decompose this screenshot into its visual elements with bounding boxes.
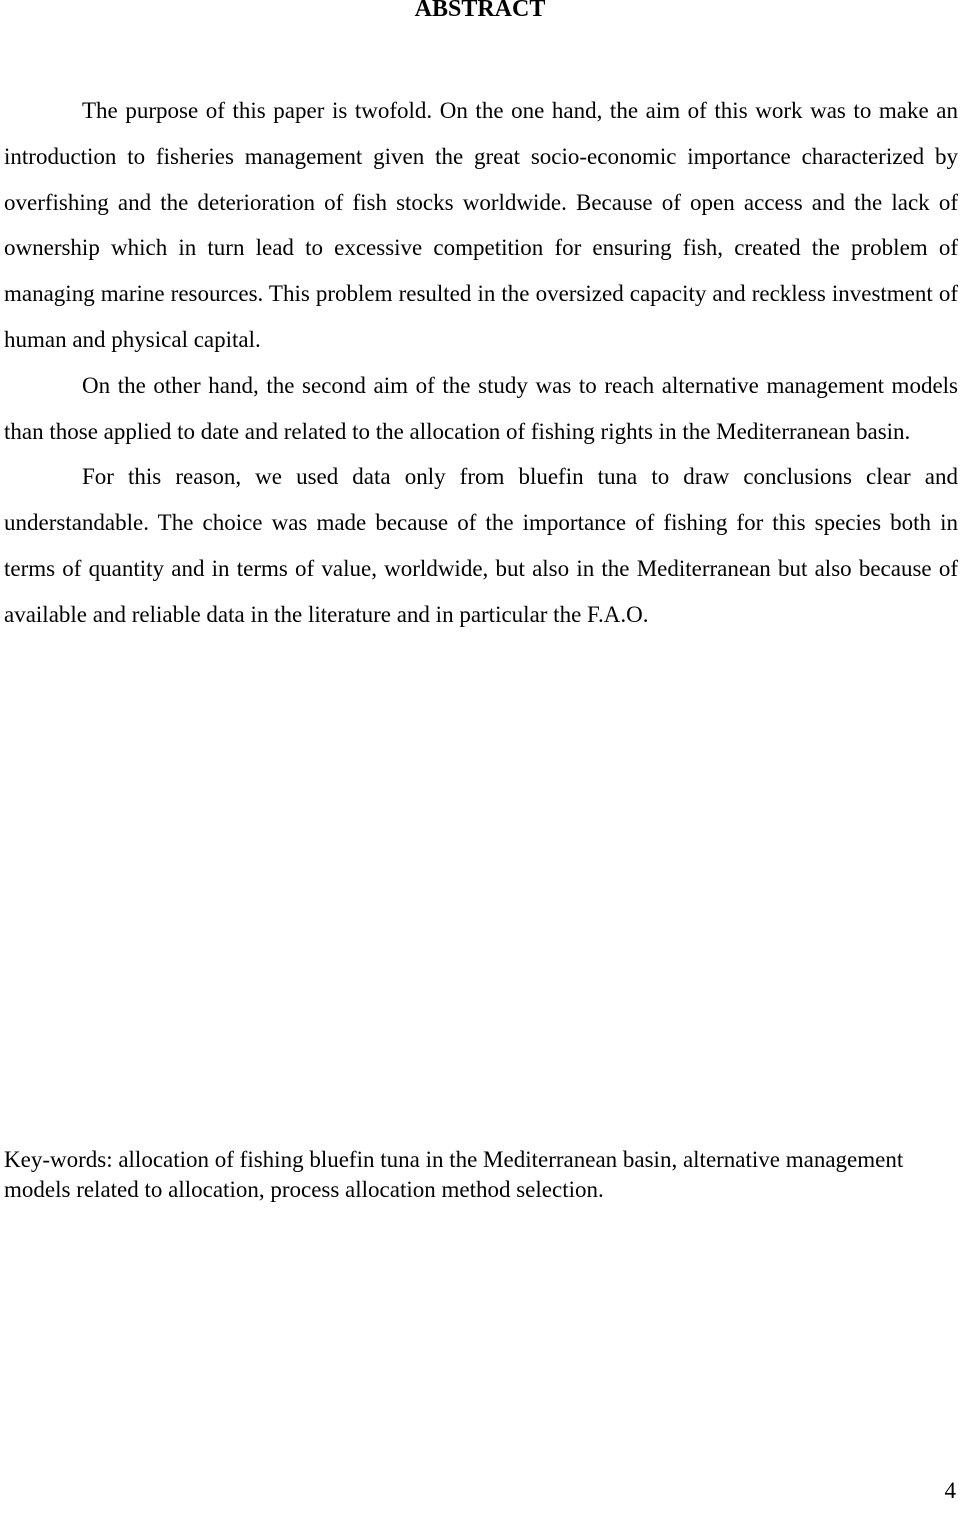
abstract-paragraph-second-aim: On the other hand, the second aim of the study was to reach alternative management models than those applied to date and related to the allocation of fishing rights in the Mediterranean basin. xyxy=(4,372,958,444)
abstract-heading: ABSTRACT xyxy=(414,0,546,22)
abstract-paragraph-bluefin-tuna: For this reason, we used data only from bluefin tuna to draw conclusions clear and understandable. The choice was made because of the importance of fishing for this species both in terms of quantity and in terms of value, worldwide, but also in the Mediterranean but also because of available and reliable data in the literature and in particular the F.A.O. xyxy=(4,464,958,627)
page-number: 4 xyxy=(944,1478,956,1503)
abstract-body xyxy=(4,88,958,638)
keywords: Key-words: allocation of fishing bluefin tuna in the Mediterranean basin, alternative management models related to allocation, process allocation method selection. xyxy=(4,1147,904,1202)
abstract-paragraph-purpose: The purpose of this paper is twofold. On the one hand, the aim of this work was to make an introduction to fisheries management given the great socio-economic importance characterized by overfishing and the deterioration of fish stocks worldwide. Because of open access and the lack of ownership which in turn lead to excessive competition for ensuring fish, created the problem of managing marine resources. This problem resulted in the oversized capacity and reckless investment of human and physical capital. xyxy=(4,98,958,352)
